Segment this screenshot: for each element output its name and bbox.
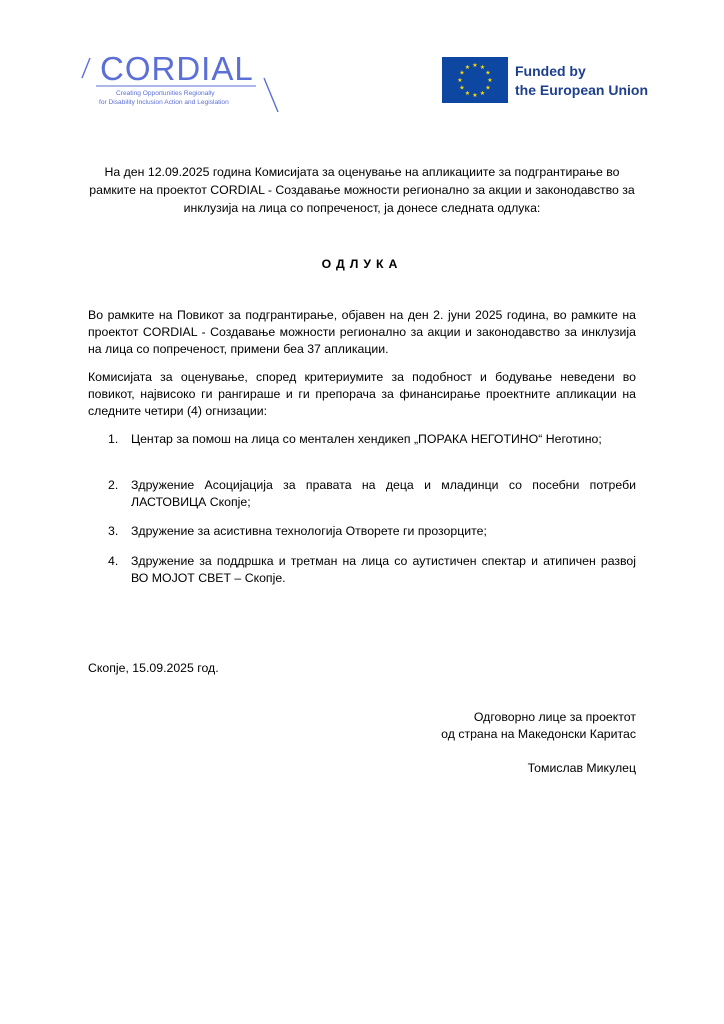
svg-text:★: ★ (485, 69, 491, 77)
signature-block (336, 709, 636, 777)
svg-text:★: ★ (487, 77, 493, 84)
list-item-text: Здружение за асистивна технологија Отворете ги прозорците; (131, 524, 487, 538)
svg-text:★: ★ (472, 62, 478, 69)
call-paragraph: Во рамките на Повикот за подгрантирање, објавен на ден 2. јуни 2025 година, во рамките на проектот CORDIAL - Создавање можности регионално за акции и законодавство за инклузија на лица со попреченост, примени беа 37 апликации. (88, 308, 636, 356)
svg-text:★: ★ (464, 90, 471, 97)
eu-funding-line1: Funded by (515, 63, 586, 79)
cordial-logo (80, 50, 290, 120)
svg-text:★: ★ (479, 90, 486, 97)
svg-text:★: ★ (472, 92, 478, 99)
cordial-tagline-line2: for Disability Inclusion Action and Legislation (99, 99, 229, 106)
list-item-text: Здружение Асоцијација за правата на деца и младинци со посебни потреби ЛАСТОВИЦА Скопје; (131, 478, 636, 509)
intro-paragraph: На ден 12.09.2025 година Комисијата за оценување на апликациите за подгрантирање во рамките на проектот CORDIAL - Создавање можности регионално за акции и законодавство за инклузија на лица со попреченост, ја донесе следната одлука: (89, 165, 635, 215)
eu-funding-text (515, 62, 648, 100)
list-item-number: 3. (108, 524, 119, 538)
cordial-tagline-line1: Creating Opportunities Regionally (116, 90, 215, 97)
eu-flag-icon (442, 57, 508, 103)
list-item-number: 2. (108, 478, 119, 492)
list-item-text: Центар за помош на лица со ментален хендикеп „ПОРАКА НЕГОТИНО“ Неготино; (131, 432, 602, 446)
svg-text:★: ★ (459, 84, 465, 92)
svg-text:★: ★ (457, 77, 463, 84)
commission-paragraph: Комисијата за оценување, според критериумите за подобност и бодување неведени во повикот, највисоко ги рангираше и ги препорача за финансирање проектните апликации на следните четири (4) огнизации: (88, 370, 636, 418)
signature-role-line1: Одговорно лице за проектот (473, 710, 636, 724)
list-item-number: 4. (108, 554, 119, 568)
list-item-number: 1. (108, 432, 119, 446)
eu-funding-logo (442, 57, 662, 105)
svg-text:★: ★ (464, 64, 471, 71)
signature-role-line2: од страна на Македонски Каритас (441, 727, 636, 741)
decision-heading: ОДЛУКА (321, 257, 403, 271)
place-date: Скопје, 15.09.2025 год. (88, 661, 219, 675)
svg-text:★: ★ (459, 69, 465, 77)
svg-text:★: ★ (485, 84, 491, 92)
cordial-wordmark: CORDIAL (100, 50, 254, 87)
eu-funding-line2: the European Union (515, 82, 648, 98)
list-item-text: Здружение за поддршка и третман на лица со аутистичен спектар и атипичен развој ВО МОЈОТ СВЕТ – Скопје. (131, 554, 636, 585)
svg-text:★: ★ (479, 64, 486, 71)
signatory-name: Томислав Микулец (527, 761, 636, 775)
